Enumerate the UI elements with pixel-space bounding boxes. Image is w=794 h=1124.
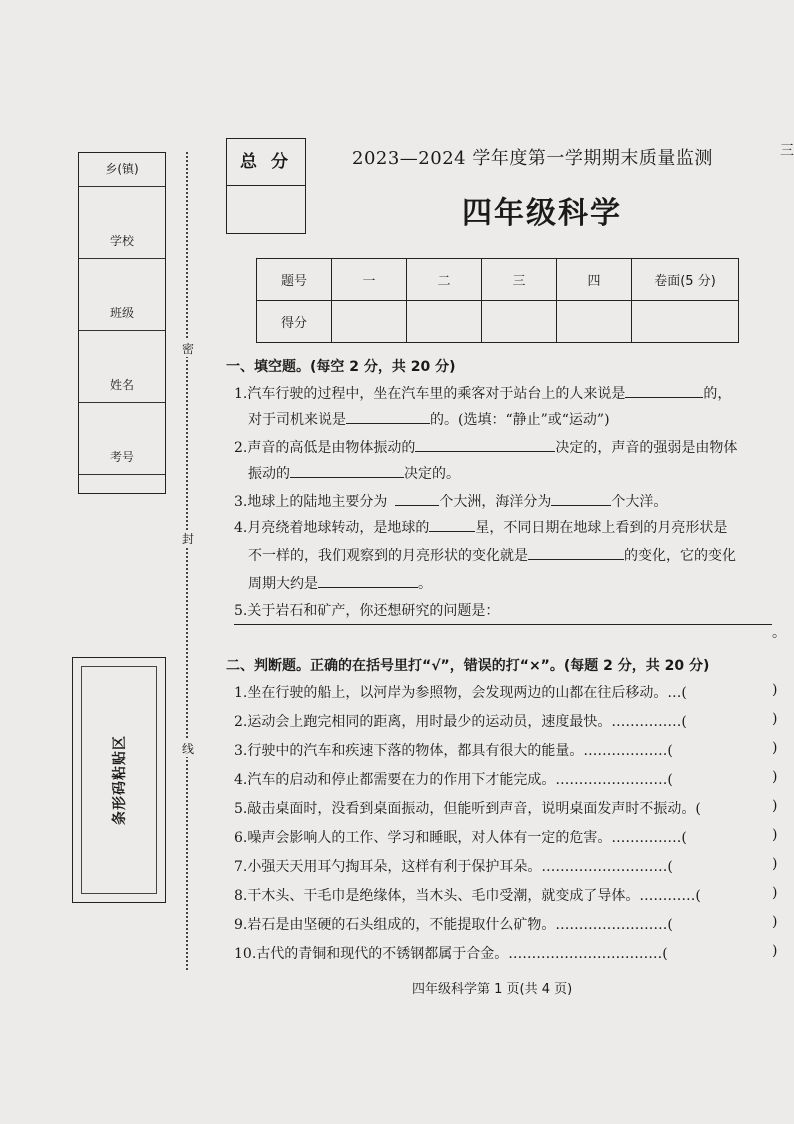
total-score-label: 总 分 xyxy=(227,139,305,186)
judgement-item xyxy=(234,798,701,818)
question-4-line-1 xyxy=(234,517,727,537)
answer-blank[interactable] xyxy=(318,573,418,588)
question-3 xyxy=(234,491,667,511)
judgement-answer-paren[interactable]: ) xyxy=(772,914,778,930)
total-score-box xyxy=(226,138,306,234)
grade-table-cell: 得分 xyxy=(257,301,332,343)
judgement-item xyxy=(234,943,668,963)
judgement-item xyxy=(234,769,673,789)
question-text: 对于司机来说是 xyxy=(248,412,346,428)
section1-heading: 一、填空题。(每空 2 分，共 20 分) xyxy=(226,359,456,375)
section2-heading: 二、判断题。正确的在括号里打“√”，错误的打“×”。(每题 2 分，共 20 分) xyxy=(226,658,710,674)
exam-subtitle: 2023—2024 学年度第一学期期末质量监测 xyxy=(352,148,713,169)
barcode-inner-frame xyxy=(81,666,157,894)
grade-table-score-row xyxy=(257,301,739,343)
judgement-text: 2.运动会上跑完相同的距离，用时最少的运动员，速度最快。……………( xyxy=(234,714,687,730)
question-2-line-2 xyxy=(248,463,460,483)
grade-table-cell: 三 xyxy=(482,259,557,301)
judgement-item xyxy=(234,682,687,702)
question-text: 振动的 xyxy=(248,466,290,482)
judgement-item xyxy=(234,740,673,760)
judgement-item xyxy=(234,856,673,876)
barcode-label: 条形码粘贴区 xyxy=(112,735,128,825)
question-1-line-1 xyxy=(234,383,731,403)
judgement-answer-paren[interactable]: ) xyxy=(772,740,778,756)
binding-char-line: 线 xyxy=(182,742,195,756)
question-text: 不一样的，我们观察到的月亮形状的变化就是 xyxy=(248,548,528,564)
judgement-item xyxy=(234,711,687,731)
answer-blank[interactable] xyxy=(528,545,624,560)
judgement-item xyxy=(234,827,687,847)
question-1-line-2 xyxy=(248,409,610,429)
score-field[interactable] xyxy=(332,301,407,343)
answer-blank[interactable] xyxy=(429,517,475,532)
score-field[interactable] xyxy=(557,301,632,343)
question-4-line-2 xyxy=(248,545,736,565)
judgement-text: 10.古代的青铜和现代的不锈钢都属于合金。……………………………( xyxy=(234,946,668,962)
question-text: 3.地球上的陆地主要分为 xyxy=(234,494,388,510)
grade-table-cell: 四 xyxy=(557,259,632,301)
score-field[interactable] xyxy=(632,301,739,343)
question-text: 决定的，声音的强弱是由物体 xyxy=(555,440,738,456)
judgement-text: 4.汽车的启动和停止都需要在力的作用下才能完成。……………………( xyxy=(234,772,673,788)
judgement-text: 5.敲击桌面时，没看到桌面振动，但能听到声音，说明桌面发声时不振动。( xyxy=(234,801,701,817)
question-2-line-1 xyxy=(234,437,737,457)
judgement-text: 1.坐在行驶的船上，以河岸为参照物，会发现两边的山都在往后移动。…( xyxy=(234,685,687,701)
question-4-line-3 xyxy=(248,573,432,593)
question-text: 的。(选填：“静止”或“运动”) xyxy=(430,412,610,428)
question-text: 决定的。 xyxy=(404,466,460,482)
grade-table-header-row xyxy=(257,259,739,301)
info-label-township: 乡(镇) xyxy=(79,153,165,187)
question-text: 1.汽车行驶的过程中，坐在汽车里的乘客对于站台上的人来说是 xyxy=(234,386,626,402)
binding-char-seal: 密 xyxy=(182,342,195,356)
score-field[interactable] xyxy=(407,301,482,343)
judgement-item xyxy=(234,885,701,905)
binding-char-seal2: 封 xyxy=(182,532,195,546)
judgement-answer-paren[interactable]: ) xyxy=(772,885,778,901)
judgement-text: 3.行驶中的汽车和疾速下落的物体，都具有很大的能量。………………( xyxy=(234,743,673,759)
question-text: 5.关于岩石和矿产，你还想研究的问题是： xyxy=(234,603,500,619)
question-text: 个大洲，海洋分为 xyxy=(439,494,552,510)
question-text: 的， xyxy=(703,386,732,402)
judgement-text: 8.干木头、干毛巾是绝缘体，当木头、毛巾受潮，就变成了导体。…………( xyxy=(234,888,701,904)
student-info-box xyxy=(78,152,166,494)
judgement-answer-paren[interactable]: ) xyxy=(772,769,778,785)
answer-blank[interactable] xyxy=(551,491,611,506)
answer-blank[interactable] xyxy=(290,463,404,478)
grade-table-cell: 二 xyxy=(407,259,482,301)
judgement-answer-paren[interactable]: ) xyxy=(772,711,778,727)
answer-blank[interactable] xyxy=(625,383,703,398)
answer-blank[interactable] xyxy=(415,437,555,452)
grade-table-cell: 题号 xyxy=(257,259,332,301)
grade-table-cell: 卷面(5 分) xyxy=(632,259,739,301)
total-score-field[interactable] xyxy=(227,186,305,232)
judgement-text: 9.岩石是由坚硬的石头组成的，不能提取什么矿物。……………………( xyxy=(234,917,673,933)
answer-blank[interactable] xyxy=(346,409,430,424)
judgement-text: 7.小强天天用耳勺掏耳朵，这样有利于保护耳朵。………………………( xyxy=(234,859,673,875)
info-label-name: 姓名 xyxy=(79,369,165,403)
answer-blank[interactable] xyxy=(395,491,439,506)
page-edge-char: 三 xyxy=(780,143,794,159)
judgement-answer-paren[interactable]: ) xyxy=(772,682,778,698)
question-text: 星，不同日期在地球上看到的月亮形状是 xyxy=(475,520,728,536)
question-text: 。 xyxy=(418,576,432,592)
info-label-class: 班级 xyxy=(79,297,165,331)
question-text: 个大洋。 xyxy=(611,494,668,510)
judgement-answer-paren[interactable]: ) xyxy=(772,943,778,959)
judgement-answer-paren[interactable]: ) xyxy=(772,856,778,872)
barcode-area xyxy=(72,657,166,903)
question-text: 周期大约是 xyxy=(248,576,318,592)
exam-title: 四年级科学 xyxy=(462,196,622,231)
question-5 xyxy=(234,600,499,620)
info-label-school: 学校 xyxy=(79,225,165,259)
question-5-answer-line[interactable] xyxy=(234,624,772,625)
question-text: 的变化，它的变化 xyxy=(624,548,736,564)
page-footer: 四年级科学第 1 页(共 4 页) xyxy=(412,982,573,997)
judgement-answer-paren[interactable]: ) xyxy=(772,827,778,843)
question-5-end-mark: 。 xyxy=(772,625,786,641)
score-field[interactable] xyxy=(482,301,557,343)
binding-dotted-line xyxy=(186,152,188,970)
grade-table xyxy=(256,258,739,343)
grade-table-cell: 一 xyxy=(332,259,407,301)
judgement-item xyxy=(234,914,673,934)
question-text: 4.月亮绕着地球转动，是地球的 xyxy=(234,520,430,536)
judgement-answer-paren[interactable]: ) xyxy=(772,798,778,814)
info-label-exam-number: 考号 xyxy=(79,441,165,475)
judgement-text: 6.噪声会影响人的工作、学习和睡眠，对人体有一定的危害。……………( xyxy=(234,830,687,846)
question-text: 2.声音的高低是由物体振动的 xyxy=(234,440,416,456)
